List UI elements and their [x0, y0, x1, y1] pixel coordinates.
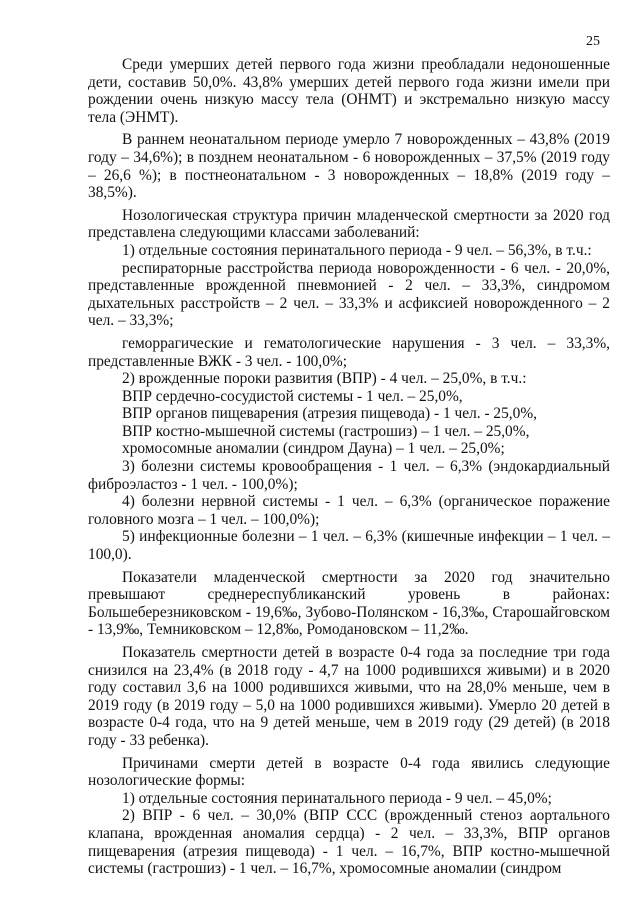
paragraph: хромосомные аномалии (синдром Дауна) – 1 чел. – 25,0%;	[122, 440, 505, 458]
paragraph: Среди умерших детей первого года жизни преобладали недоношенные дети, составив 50,0%. 43,8% умерших детей первого года жизни имели при рождении очень низкую массу тела (ОНМТ) и экстремально низкую массу тела (ЭНМТ).	[88, 56, 610, 126]
body-text	[88, 56, 610, 878]
paragraph: 1) отдельные состояния перинатального периода - 9 чел. – 56,3%, в т.ч.:	[122, 241, 592, 259]
paragraph: ВПР сердечно-сосудистой системы - 1 чел. – 25,0%,	[122, 387, 463, 405]
paragraph: Показатели младенческой смертности за 2020 год значительно превышают среднереспубликанский уровень в районах: Большеберезниковском - 19,6‰, Зубово-Полянском - 16,3‰, Старошайговском - 13,9‰, Темниковском – 12,8‰, Ромодановском – 11,2‰.	[88, 568, 610, 639]
paragraph: Причинами смерти детей в возрасте 0-4 года явились следующие нозологические формы:	[88, 754, 610, 790]
page-number: 25	[586, 34, 600, 49]
paragraph: ВПР органов пищеварения (атрезия пищевода) - 1 чел. - 25,0%,	[122, 405, 538, 423]
paragraph: Нозологическая структура причин младенческой смертности за 2020 год представлена следующими классами заболеваний:	[88, 206, 610, 242]
paragraph: 2) врожденные пороки развития (ВПР) - 4 чел. – 25,0%, в т.ч.:	[122, 370, 527, 388]
paragraph: респираторные расстройства периода новорожденности - 6 чел. - 20,0%, представленные врожденной пневмонией - 2 чел. – 33,3%, синдромом дыхательных расстройств – 2 чел. – 33,3% и асфиксией новорожденного – 2 чел. – 33,3%;	[88, 259, 610, 330]
paragraph: 4) болезни нервной системы - 1 чел. – 6,3% (органическое поражение головного мозга – 1 чел. – 100,0%);	[88, 493, 610, 528]
paragraph: 5) инфекционные болезни – 1 чел. – 6,3% (кишечные инфекции – 1 чел. – 100,0).	[88, 528, 610, 564]
paragraph: 2) ВПР - 6 чел. – 30,0% (ВПР ССС (врожденный стеноз аортального клапана, врожденная аномалия сердца) - 2 чел. – 33,3%, ВПР органов пищеварения (атрезия пищевода) - 1 чел. – 16,7%, ВПР костно-мышечной системы (гастрошиз) - 1 чел. – 16,7%, хромосомные аномалии (синдром	[88, 807, 610, 878]
paragraph: ВПР костно-мышечной системы (гастрошиз) – 1 чел. – 25,0%,	[122, 422, 530, 440]
paragraph: геморрагические и гематологические нарушения - 3 чел. – 33,3%, представленные ВЖК - 3 чел. - 100,0%;	[88, 334, 610, 370]
paragraph: 3) болезни системы кровообращения - 1 чел. – 6,3% (эндокардиальный фиброэластоз - 1 чел. - 100,0%);	[88, 458, 610, 493]
paragraph: 1) отдельные состояния перинатального периода - 9 чел. – 45,0%;	[122, 789, 552, 807]
paragraph: В раннем неонатальном периоде умерло 7 новорожденных – 43,8% (2019 году – 34,6%); в позднем неонатальном - 6 новорожденных – 37,5% (2019 году – 26,6 %); в постнеонатальном - 3 новорожденных – 18,8% (2019 году – 38,5%).	[88, 131, 610, 202]
paragraph: Показатель смертности детей в возрасте 0-4 года за последние три года снизился на 23,4% (в 2018 году - 4,7 на 1000 родившихся живыми) и в 2020 году составил 3,6 на 1000 родившихся живыми, что на 28,0% меньше, чем в 2019 году (в 2019 году – 5,0 на 1000 родившихся живыми). Умерло 20 детей в возрасте 0-4 года, что на 9 детей меньше, чем в 2019 году (29 детей) (в 2018 году - 33 ребенка).	[88, 644, 610, 749]
